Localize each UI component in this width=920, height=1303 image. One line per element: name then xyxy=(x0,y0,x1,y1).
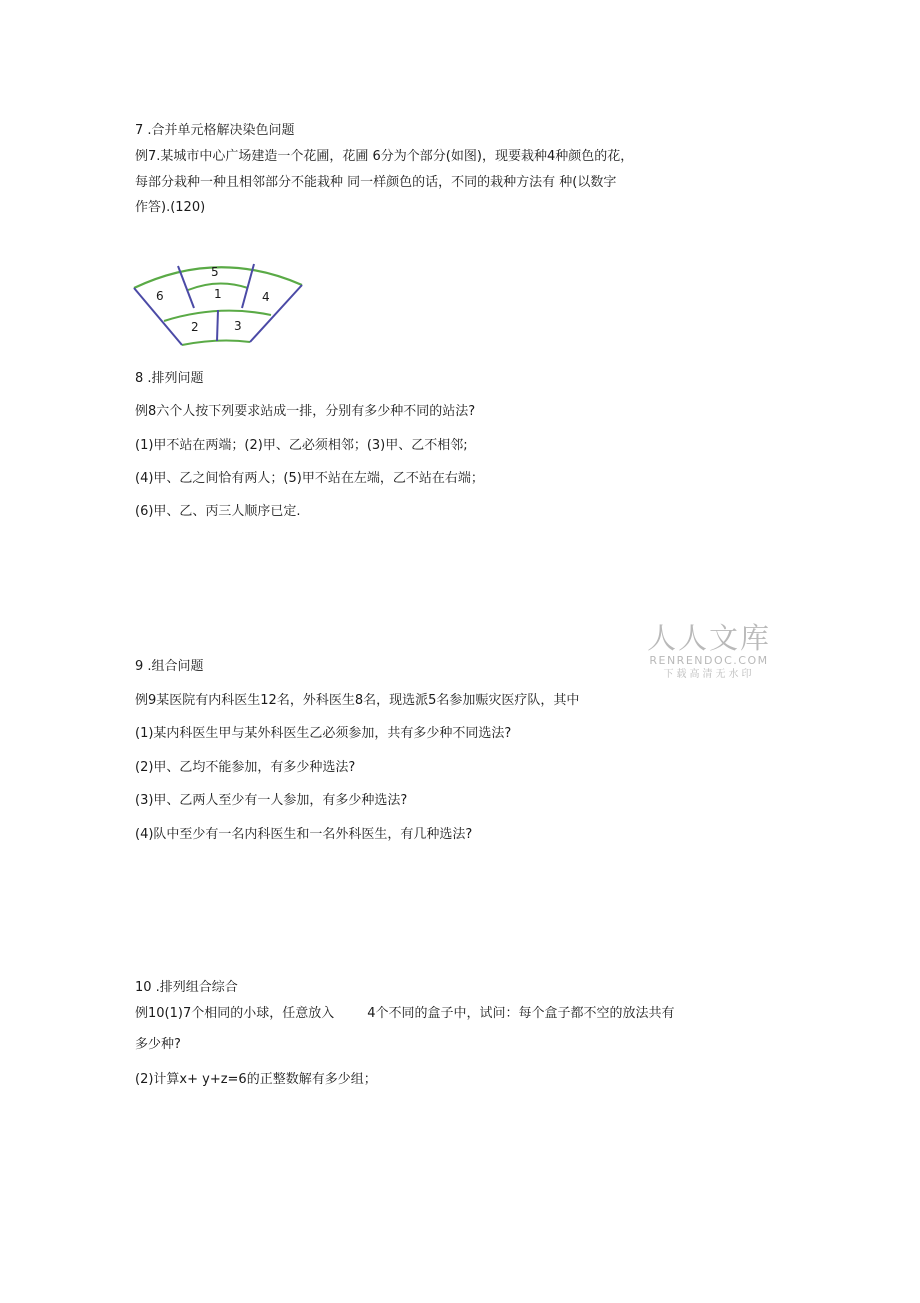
example-8-line-2: (1)甲不站在两端；(2)甲、乙必须相邻；(3)甲、乙不相邻; xyxy=(135,438,468,453)
example-9-line-2: (1)某内科医生甲与某外科医生乙必须参加，共有多少种不同选法? xyxy=(135,726,512,741)
example-7-line-1: 例7.某城市中心广场建造一个花圃，花圃 6分为个部分(如图)，现要栽种4种颜色的花， xyxy=(135,149,634,164)
section-10-heading: 10 .排列组合综合 xyxy=(135,980,238,995)
example-8-line-1: 例8六个人按下列要求站成一排，分别有多少种不同的站法? xyxy=(135,404,476,419)
section-9-heading: 9 .组合问题 xyxy=(135,659,204,674)
example-10-line-2: 多少种? xyxy=(135,1037,181,1052)
watermark xyxy=(646,622,772,682)
watermark-title: 人人文库 xyxy=(646,621,771,655)
example-9-line-3: (2)甲、乙均不能参加，有多少种选法? xyxy=(135,760,356,775)
example-7-line-3: 作答).(120) xyxy=(135,200,206,215)
region-label-6: 6 xyxy=(156,289,164,303)
flower-bed-diagram xyxy=(128,258,308,354)
region-label-1: 1 xyxy=(214,287,222,301)
example-10-line-1: 例10(1)7个相同的小球，任意放入 4个不同的盒子中，试问：每个盒子都不空的放法共有 xyxy=(135,1006,675,1021)
example-8-line-4: (6)甲、乙、丙三人顺序已定. xyxy=(135,504,301,519)
divider-left xyxy=(178,266,194,308)
watermark-domain: RENRENDOC.COM xyxy=(649,654,769,667)
section-7-heading: 7 .合并单元格解决染色问题 xyxy=(135,123,295,138)
example-9-line-1: 例9某医院有内科医生12名，外科医生8名，现选派5名参加赈灾医疗队，其中 xyxy=(135,693,580,708)
example-10-line-3: (2)计算x+ y+z=6的正整数解有多少组； xyxy=(135,1072,377,1087)
example-9-line-5: (4)队中至少有一名内科医生和一名外科医生，有几种选法? xyxy=(135,827,473,842)
inner-bottom-arc xyxy=(182,341,250,345)
section-8-heading: 8 .排列问题 xyxy=(135,371,204,386)
divider-bottom xyxy=(217,310,218,341)
region-label-2: 2 xyxy=(191,320,199,334)
example-8-line-3: (4)甲、乙之间恰有两人；(5)甲不站在左端，乙不站在右端； xyxy=(135,471,484,486)
example-9-line-4: (3)甲、乙两人至少有一人参加，有多少种选法? xyxy=(135,793,408,808)
watermark-slogan: 下载高清无水印 xyxy=(663,669,755,680)
region-label-5: 5 xyxy=(211,265,219,279)
example-7-line-2: 每部分栽种一种且相邻部分不能栽种 同一样颜色的话，不同的栽种方法有 种(以数字 xyxy=(135,175,617,190)
region-label-4: 4 xyxy=(262,290,270,304)
region-label-3: 3 xyxy=(234,319,242,333)
